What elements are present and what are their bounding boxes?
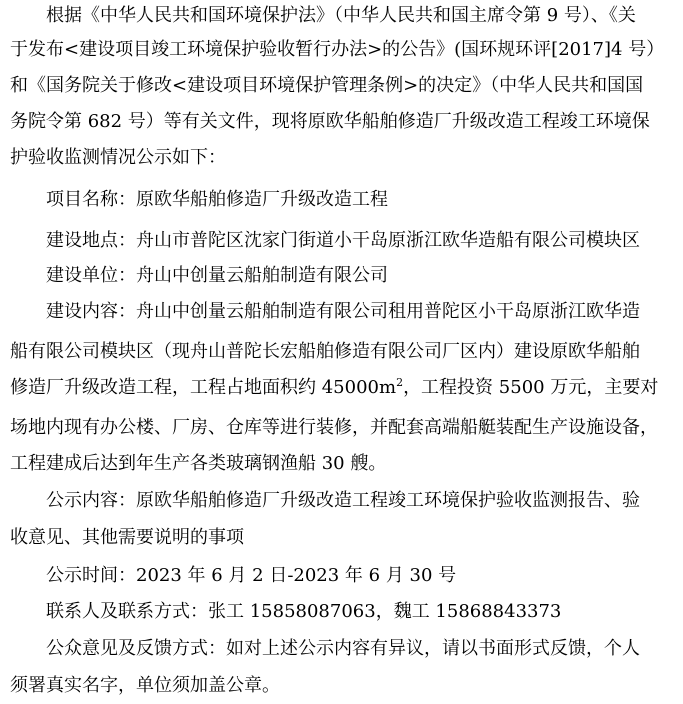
publicity-content-line-1: 公示内容：原欧华船舶修造厂升级改造工程竣工环境保护验收监测报告、验	[46, 490, 640, 511]
feedback-line-2: 须署真实名字，单位须加盖公章。	[10, 675, 280, 696]
intro-line-2: 于发布<建设项目竣工环境保护验收暂行办法>的公告》(国环规环评[2017]4 号）	[10, 39, 665, 60]
construction-location: 建设地点：舟山市普陀区沈家门街道小干岛原浙江欧华造船有限公司模块区	[46, 230, 640, 251]
content-line-4: 场地内现有办公楼、厂房、仓库等进行装修，并配套高端船艇装配生产设施设备，	[10, 417, 658, 438]
content-area-text: 修造厂升级改造工程，工程占地面积约 45000m	[10, 377, 397, 398]
content-investment-text: ，工程投资 5500 万元，主要对	[403, 377, 659, 398]
content-line-3	[10, 374, 673, 402]
publicity-content-line-2: 收意见、其他需要说明的事项	[10, 527, 244, 548]
content-line-2: 船有限公司模块区（现舟山普陀长宏船舶修造有限公司厂区内）建设原欧华船舶	[10, 341, 640, 362]
intro-line-4: 务院令第 682 号）等有关文件，现将原欧华船舶修造厂升级改造工程竣工环境保	[10, 111, 650, 132]
content-line-1: 建设内容：舟山中创量云船舶制造有限公司租用普陀区小干岛原浙江欧华造	[46, 301, 640, 322]
intro-line-1: 根据《中华人民共和国环境保护法》（中华人民共和国主席令第 9 号）、《关	[46, 5, 636, 26]
intro-line-5: 护验收监测情况公示如下：	[10, 147, 226, 168]
content-line-5: 工程建成后达到年生产各类玻璃钢渔船 30 艘。	[10, 453, 387, 474]
construction-unit: 建设单位：舟山中创量云船舶制造有限公司	[46, 265, 388, 286]
intro-line-3: 和《国务院关于修改<建设项目环境保护管理条例>的决定》（中华人民共和国国	[10, 75, 644, 96]
area-unit-superscript: 2	[396, 376, 404, 389]
project-name: 项目名称：原欧华船舶修造厂升级改造工程	[46, 189, 388, 210]
publicity-time: 公示时间：2023 年 6 月 2 日-2023 年 6 月 30 号	[46, 565, 457, 586]
contact-info: 联系人及联系方式：张工 15858087063，魏工 15868843373	[46, 601, 562, 622]
feedback-line-1: 公众意见及反馈方式：如对上述公示内容有异议，请以书面形式反馈，个人	[46, 638, 640, 659]
